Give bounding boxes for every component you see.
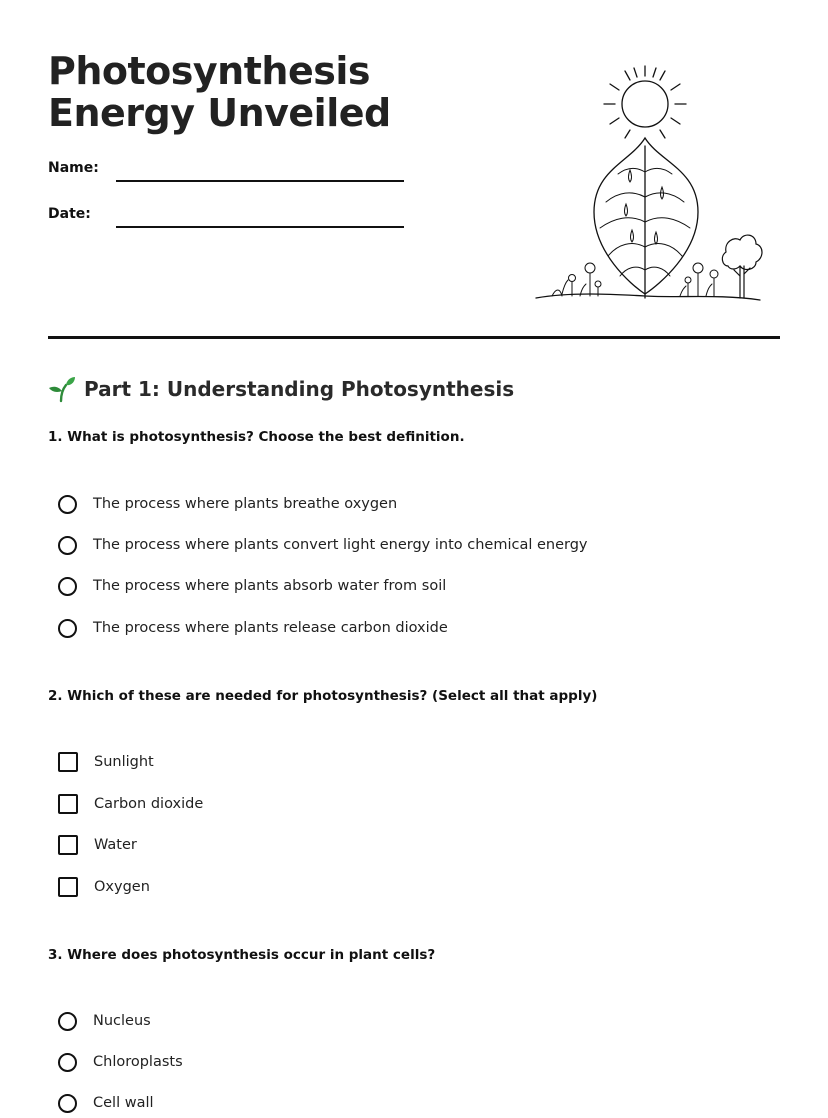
name-label: Name: bbox=[48, 160, 99, 176]
q1-option-1[interactable] bbox=[58, 492, 397, 516]
checkbox[interactable] bbox=[58, 835, 78, 855]
q3-option-1[interactable] bbox=[58, 1009, 151, 1033]
checkbox[interactable] bbox=[58, 752, 78, 772]
option-label: Oxygen bbox=[94, 879, 150, 895]
option-label: Carbon dioxide bbox=[94, 796, 204, 812]
q2-option-2[interactable] bbox=[58, 792, 203, 816]
flower-icon bbox=[680, 263, 718, 296]
question-1: 1. What is photosynthesis? Choose the best definition. bbox=[48, 429, 465, 445]
option-label: The process where plants breathe oxygen bbox=[93, 496, 398, 512]
name-field[interactable] bbox=[48, 160, 408, 190]
q3-option-3[interactable] bbox=[58, 1091, 154, 1115]
q1-option-4[interactable] bbox=[58, 616, 448, 640]
name-input-line[interactable] bbox=[116, 180, 404, 182]
q2-option-1[interactable] bbox=[58, 750, 154, 774]
sun-leaf-plants-illustration bbox=[530, 62, 770, 306]
page-title: Photosynthesis Energy Unveiled bbox=[48, 49, 391, 135]
q3-option-2[interactable] bbox=[58, 1050, 183, 1074]
option-label: Chloroplasts bbox=[93, 1054, 183, 1070]
date-label: Date: bbox=[48, 206, 91, 222]
radio-button[interactable] bbox=[58, 1094, 77, 1113]
option-label: Water bbox=[94, 837, 137, 853]
question-2: 2. Which of these are needed for photosynthesis? (Select all that apply) bbox=[48, 688, 598, 704]
option-label: Cell wall bbox=[93, 1095, 154, 1111]
option-label: Sunlight bbox=[94, 754, 154, 770]
option-label: The process where plants absorb water from soil bbox=[93, 578, 447, 594]
radio-button[interactable] bbox=[58, 577, 77, 596]
radio-button[interactable] bbox=[58, 619, 77, 638]
q2-option-3[interactable] bbox=[58, 833, 137, 857]
question-3: 3. Where does photosynthesis occur in plant cells? bbox=[48, 947, 436, 963]
option-label: Nucleus bbox=[93, 1013, 151, 1029]
flower-icon bbox=[552, 263, 601, 296]
option-label: The process where plants convert light energy into chemical energy bbox=[93, 537, 588, 553]
leaf-icon bbox=[594, 138, 698, 294]
radio-button[interactable] bbox=[58, 536, 77, 555]
tree-icon bbox=[722, 235, 762, 298]
seedling-icon bbox=[48, 375, 76, 403]
part1-title: Part 1: Understanding Photosynthesis bbox=[84, 377, 515, 401]
date-field[interactable] bbox=[48, 206, 408, 236]
section-divider bbox=[48, 336, 780, 339]
radio-button[interactable] bbox=[58, 1053, 77, 1072]
date-input-line[interactable] bbox=[116, 226, 404, 228]
sun-icon bbox=[622, 81, 668, 127]
checkbox[interactable] bbox=[58, 794, 78, 814]
radio-button[interactable] bbox=[58, 495, 77, 514]
q2-option-4[interactable] bbox=[58, 875, 150, 899]
part1-heading bbox=[48, 375, 514, 403]
q1-option-2[interactable] bbox=[58, 533, 588, 557]
option-label: The process where plants release carbon dioxide bbox=[93, 620, 448, 636]
radio-button[interactable] bbox=[58, 1012, 77, 1031]
q1-option-3[interactable] bbox=[58, 574, 446, 598]
checkbox[interactable] bbox=[58, 877, 78, 897]
